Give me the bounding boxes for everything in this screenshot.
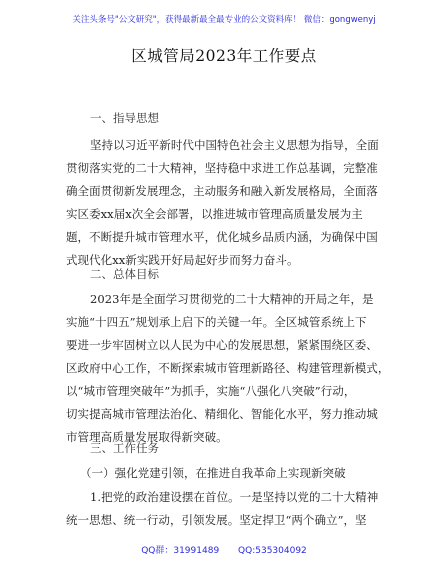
paragraph-line: 要进一步牢固树立以人民为中心的发展思想，紧紧围绕区委、	[66, 338, 378, 352]
paragraph-line: 实区委xx届x次全会部署，以推进城市管理高质量发展为主	[66, 207, 363, 221]
paragraph-line: 实施“十四五”规划承上启下的关键一年。全区城管系统上下	[66, 315, 367, 329]
paragraph-line: 1.把党的政治建设摆在首位。一是坚持以党的二十大精神	[90, 490, 379, 504]
subsection-heading: （一）强化党建引领，在推进自我革命上实现新突破	[80, 466, 346, 480]
paragraph-line: 题，不断提升城市管理水平，优化城乡品质内涵，为确保中国	[66, 230, 378, 244]
paragraph-line: 以“城市管理突破年”为抓手，实施“八强化八突破”行动，	[66, 384, 356, 398]
paragraph-line: 确全面贯彻新发展理念，主动服务和融入新发展格局，全面落	[66, 184, 378, 198]
footer-qq: QQ:535304092	[238, 546, 307, 556]
paragraph-line: 区政府中心工作，不断探索城市管理新路径、构建管理新模式，	[66, 361, 390, 375]
page-title: 区城管局2023年工作要点	[131, 47, 317, 65]
paragraph-line: 坚持以习近平新时代中国特色社会主义思想为指导，全面	[90, 138, 379, 152]
paragraph-line: 市管理高质量发展取得新突破。	[66, 430, 228, 444]
footer-qq-group: QQ群：31991489	[141, 546, 220, 556]
paragraph-line: 2023年是全面学习贯彻党的二十大精神的开局之年，是	[90, 292, 374, 306]
section-heading-guiding-ideology: 一、指导思想	[90, 111, 159, 125]
paragraph-line: 式现代化xx新实践开好局起好步而努力奋斗。	[66, 253, 299, 267]
paragraph-line: 切实提高城市管理法治化、精细化、智能化水平，努力推动城	[66, 407, 378, 421]
header-note: 关注头条号"公文研究"，获得最新最全最专业的公文资料库！ 微信：gongwenyj	[72, 15, 376, 25]
section-heading-overall-goal: 二、总体目标	[90, 267, 159, 281]
paragraph-line: 统一思想、统一行动，引领发展。坚定捍卫“两个确立”，坚	[66, 513, 367, 527]
paragraph-line: 贯彻落实党的二十大精神，坚持稳中求进工作总基调，完整准	[66, 161, 378, 175]
section-heading-work-tasks: 三、工作任务	[90, 441, 159, 455]
footer-contact	[0, 543, 448, 556]
